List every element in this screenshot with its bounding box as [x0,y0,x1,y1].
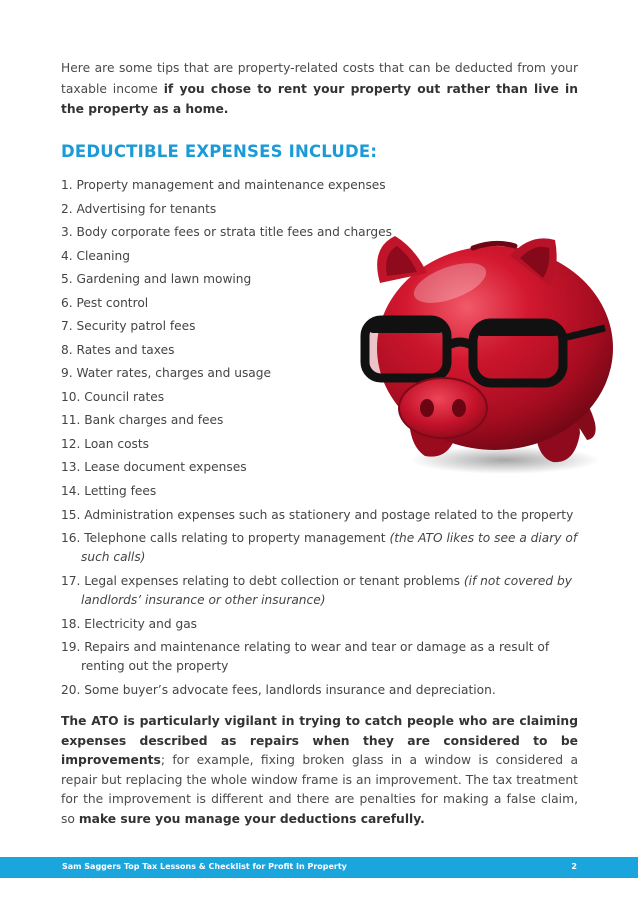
item-number: 5. [61,272,73,286]
intro-paragraph [61,58,578,120]
item-text: Pest control [76,295,149,310]
list-item [61,572,581,610]
item-number: 17. [61,574,81,588]
item-text: Legal expenses relating to debt collection or tenant problems [84,574,464,588]
item-number: 1. [61,178,73,192]
page-number: 2 [571,862,577,871]
list-item [61,223,392,242]
item-text: Electricity and gas [84,617,198,631]
list-item [61,388,164,407]
item-number: 2. [61,201,73,216]
item-text: Some buyer’s advocate fees, landlords insurance and depreciation. [84,683,496,697]
list-item [61,482,156,501]
intro-bold-text: if you chose to rent your property out rather than live in the property as a home. [61,81,578,116]
item-text: Rates and taxes [76,342,175,357]
list-item [61,364,271,383]
item-number: 14. [61,483,81,498]
intro-text: Here are some tips that are property-related costs that can be deducted from your taxable income [61,61,578,96]
item-text: Loan costs [84,436,149,451]
list-item [61,341,174,360]
section-heading: DEDUCTIBLE EXPENSES INCLUDE: [61,142,378,161]
outro-text-1: ; for example, fixing broken glass in a window is considered a repair but replacing the whole window frame is an improvement. The tax treatment for the improvement is different and there are penalties for making a false claim, so [61,753,578,826]
list-item [61,270,251,289]
list-item [61,200,216,219]
list-item [61,435,149,454]
item-text: Lease document expenses [84,460,247,474]
outro-bold-2: make sure you manage your deductions carefully. [78,811,425,826]
item-text: Property management and maintenance expenses [76,178,386,192]
item-text: Council rates [84,389,165,404]
item-number: 4. [61,248,73,263]
item-number: 19. [61,640,81,654]
list-item [61,681,496,700]
item-note: (the ATO likes to see a diary of such calls) [81,531,578,564]
item-text: Advertising for tenants [76,201,217,216]
item-number: 10. [61,389,81,404]
item-number: 15. [61,508,81,522]
item-number: 12. [61,436,81,451]
list-item [61,638,581,676]
item-number: 6. [61,295,73,310]
item-number: 7. [61,319,73,333]
list-item [61,506,573,525]
list-item [61,294,148,313]
item-text: Letting fees [84,483,157,498]
item-text: Body corporate fees or strata title fees and charges [76,225,393,239]
item-number: 16. [61,531,81,545]
page-footer [0,857,638,878]
item-text: Administration expenses such as stationery and postage related to the property [84,508,574,522]
item-number: 11. [61,413,81,427]
list-item [61,411,223,430]
footer-title: Sam Saggers Top Tax Lessons & Checklist for Profit In Property [62,862,347,871]
item-number: 9. [61,366,73,380]
list-item [61,615,197,634]
list-item [61,529,581,567]
list-item [61,176,386,195]
list-item [61,247,130,266]
item-text: Repairs and maintenance relating to wear and tear or damage as a result of renting out the property [81,640,550,673]
item-number: 20. [61,683,81,697]
item-number: 8. [61,342,73,357]
item-note: (if not covered by landlords’ insurance or other insurance) [81,574,572,607]
list-item [61,458,247,477]
item-text: Telephone calls relating to property management [84,531,390,545]
item-text: Gardening and lawn mowing [76,272,252,286]
item-number: 3. [61,225,73,239]
item-text: Bank charges and fees [84,413,224,427]
outro-bold-1: The ATO is particularly vigilant in trying to catch people who are claiming expenses described as repairs when they are considered to be improvements [61,714,578,768]
item-number: 13. [61,460,81,474]
list-item [61,317,196,336]
item-text: Security patrol fees [76,319,196,333]
item-text: Water rates, charges and usage [76,366,271,380]
ato-warning-paragraph [61,712,578,830]
piggy-bank-with-glasses-image [355,228,613,482]
item-number: 18. [61,617,81,631]
item-text: Cleaning [76,248,130,263]
